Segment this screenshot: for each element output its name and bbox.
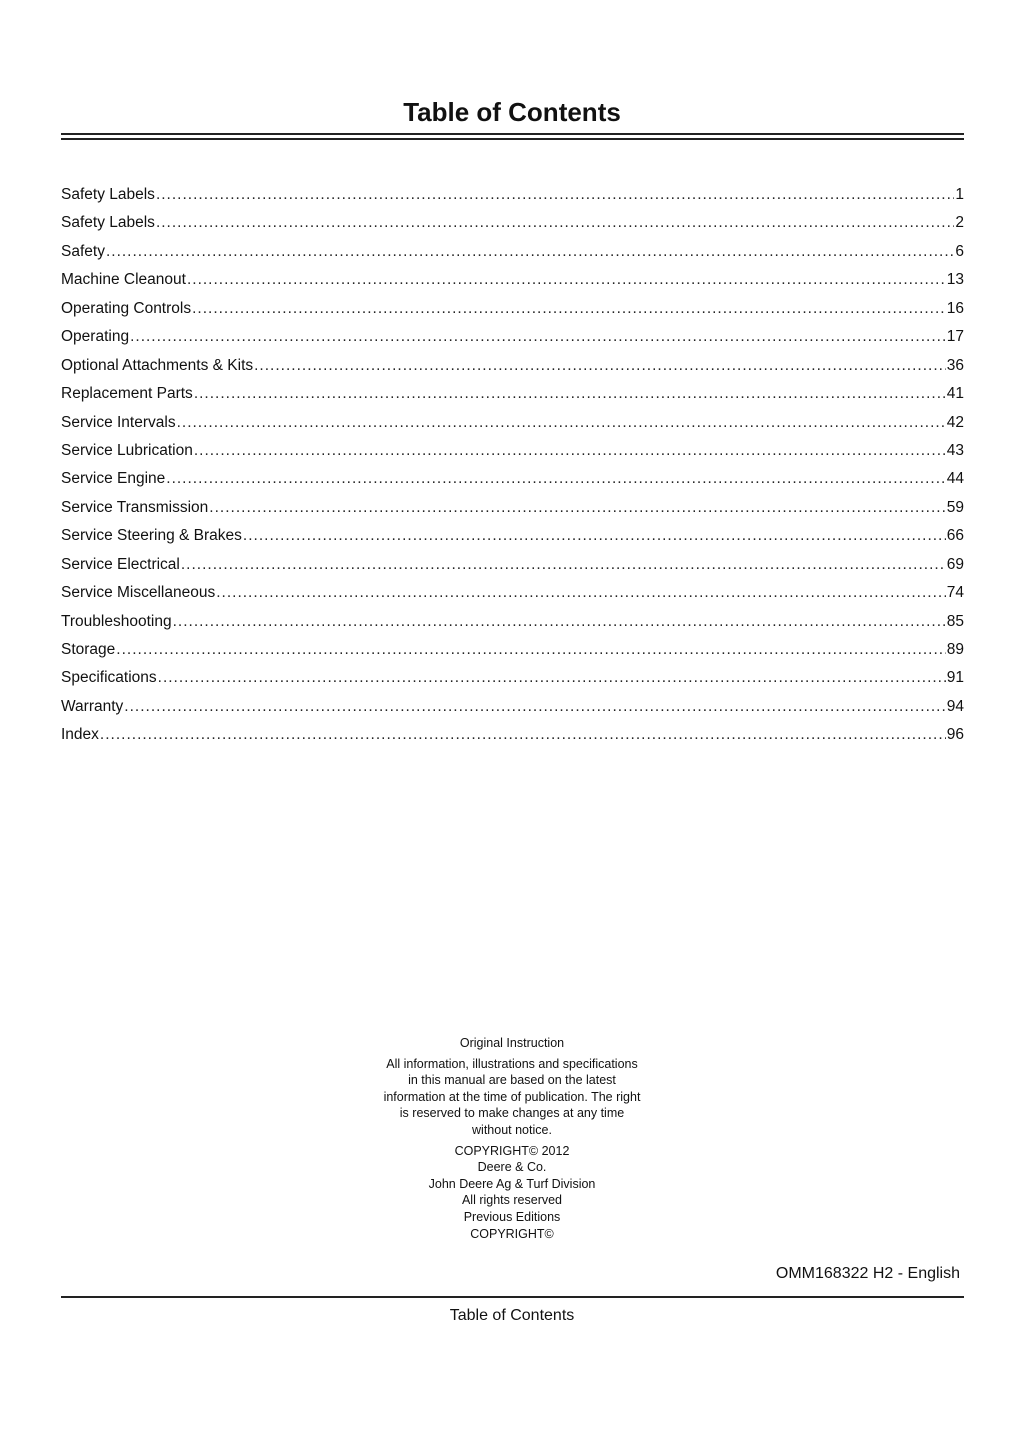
toc-dot-leader [194,440,946,462]
toc-entry[interactable] [61,184,964,212]
toc-entry-label: Service Miscellaneous [61,584,216,602]
document-id: OMM168322 H2 - English [775,1265,960,1282]
toc-entry-page: 1 [955,186,964,203]
toc-entry-page: 17 [946,328,964,346]
toc-entry[interactable] [61,611,964,639]
toc-dot-leader [116,639,945,661]
toc-dot-leader [254,355,946,377]
toc-dot-leader [177,412,946,434]
toc-entry-label: Safety Labels [61,214,155,232]
toc-entry-label: Operating Controls [61,299,192,317]
toc-dot-leader [100,724,946,746]
toc-entry[interactable] [61,383,964,411]
toc-entry[interactable] [61,667,964,695]
toc-entry-label: Optional Attachments & Kits [61,356,254,374]
toc-entry-page: 43 [946,441,964,459]
toc-dot-leader [166,468,945,490]
toc-entry-label: Index [61,726,99,744]
table-of-contents [61,184,964,753]
toc-entry[interactable] [61,241,964,269]
toc-entry-page: 91 [946,669,964,687]
toc-dot-leader [124,696,945,718]
toc-entry[interactable] [61,412,964,440]
toc-entry[interactable] [61,269,964,297]
toc-dot-leader [158,667,946,689]
toc-dot-leader [243,525,946,547]
toc-entry-page: 74 [946,584,964,602]
toc-entry-label: Service Steering & Brakes [61,527,242,545]
toc-entry-label: Safety Labels [61,186,155,203]
toc-entry[interactable] [61,212,964,240]
toc-entry[interactable] [61,639,964,667]
page-title: Table of Contents [403,97,621,127]
toc-entry-label: Operating [61,328,130,346]
toc-dot-leader [216,582,946,604]
toc-entry[interactable] [61,724,964,752]
toc-entry-label: Storage [61,641,116,658]
toc-entry[interactable] [61,298,964,326]
toc-entry[interactable] [61,468,964,496]
notice-body: All information, illustrations and specifications in this manual are based on the latest information at the time of publication. The right is reserved to make changes at any time without notice. [383,1056,641,1137]
toc-entry-label: Warranty [61,697,124,715]
toc-entry-label: Service Lubrication [61,441,193,459]
toc-entry-label: Service Electrical [61,555,180,573]
toc-entry[interactable] [61,355,964,383]
toc-dot-leader [209,497,945,519]
toc-dot-leader [156,184,954,206]
toc-entry-label: Replacement Parts [61,385,193,403]
footer-rule [61,1296,964,1298]
copyright-notice [380,1035,644,1242]
toc-entry-label: Service Engine [61,470,166,488]
toc-dot-leader [192,298,946,320]
previous-copyright: COPYRIGHT© [470,1226,554,1241]
toc-entry[interactable] [61,696,964,724]
toc-dot-leader [173,611,946,633]
toc-entry-page: 16 [946,299,964,317]
toc-entry-label: Service Intervals [61,413,176,431]
toc-entry-label: Specifications [61,669,157,687]
company-name: Deere & Co. [477,1160,547,1175]
toc-entry-page: 2 [955,214,964,232]
toc-entry-page: 42 [946,413,964,431]
toc-dot-leader [156,212,954,234]
toc-entry-page: 36 [946,356,964,374]
toc-entry[interactable] [61,582,964,610]
previous-editions: Previous Editions [463,1209,561,1224]
toc-entry-label: Machine Cleanout [61,271,186,289]
toc-dot-leader [181,554,946,576]
toc-entry-page: 59 [946,498,964,516]
rights-reserved: All rights reserved [461,1193,563,1208]
toc-entry-page: 66 [946,527,964,545]
toc-entry-page: 13 [946,271,964,289]
toc-entry[interactable] [61,326,964,354]
footer-label: Table of Contents [449,1307,575,1324]
toc-entry-page: 44 [946,470,964,488]
toc-entry-page: 41 [946,385,964,403]
toc-entry[interactable] [61,525,964,553]
toc-entry-label: Troubleshooting [61,612,172,630]
copyright-line: COPYRIGHT© 2012 [454,1143,570,1158]
toc-entry[interactable] [61,440,964,468]
toc-dot-leader [194,383,946,405]
notice-heading: Original Instruction [459,1036,565,1050]
toc-entry[interactable] [61,497,964,525]
toc-dot-leader [187,269,946,291]
toc-entry-page: 6 [955,242,964,260]
toc-dot-leader [130,326,946,348]
toc-entry-page: 94 [946,697,964,715]
toc-entry-label: Safety [61,242,105,260]
toc-entry-page: 69 [946,555,964,573]
title-double-rule [61,133,964,140]
division-name: John Deere Ag & Turf Division [428,1176,596,1191]
toc-dot-leader [106,241,954,263]
toc-entry-page: 96 [946,726,964,744]
toc-entry[interactable] [61,554,964,582]
toc-entry-label: Service Transmission [61,498,209,516]
toc-entry-page: 89 [946,641,964,658]
toc-entry-page: 85 [946,612,964,630]
